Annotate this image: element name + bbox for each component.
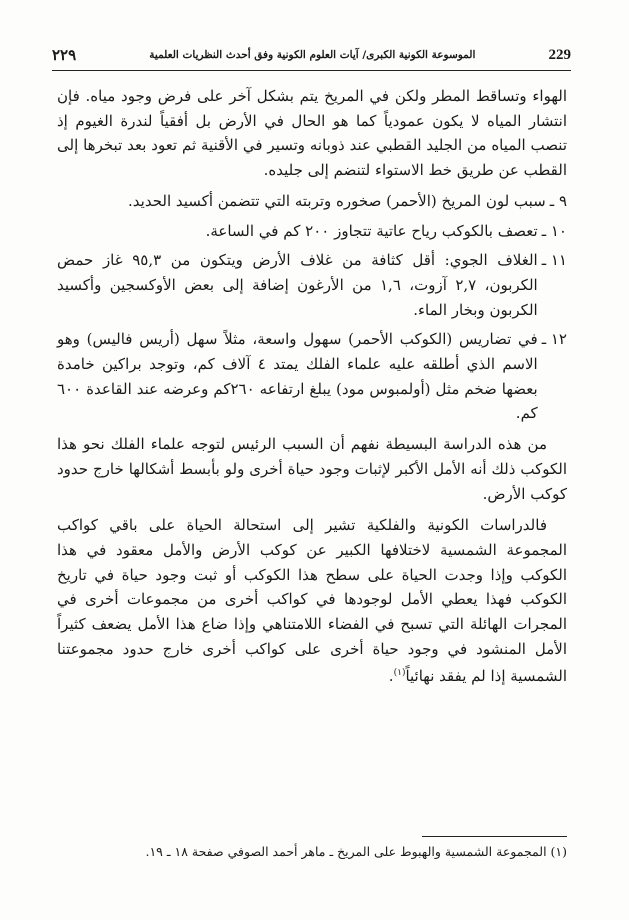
conclusion-paragraph: من هذه الدراسة البسيطة نفهم أن السبب الرئيس لتوجه علماء الفلك نحو هذا الكوكب ذلك أنه الأمل الأكبر لإثبات وجود حياة أخرى ولو بأبسط أشكالها خارج حدود كوكب الأرض. [57,435,567,503]
item-text: في تضاريس (الكوكب الأحمر) سهول واسعة، مثلاً سهل (أريس فاليس) وهو الاسم الذي أطلقه عليه علماء الفلك يمتد ٤ آلاف كم، وتوجد براكين خامدة بعضها ضخم مثل (أولمبوس مود) يبلغ ارتفاعه ٢٦٠كم وعرضه عند القاعدة ٦٠٠ كم. [57,330,538,423]
intro-paragraph: الهواء وتساقط المطر ولكن في المريخ يتم بشكل آخر على فرض وجود مياه. فإن انتشار المياه لا يكون عمودياً كما هو الحال في الأرض بل أفقياً لندرة الغيوم إذ تنصب المياه من الجليد القطبي عند ذوبانه وتسير في الأقنية ثم تعود بعد تبخرها إلى القطب عن طريق خط الاستواء لتنضم إلى جليده. [57,87,567,180]
running-title: الموسوعة الكونية الكبرى/ آيات العلوم الكونية وفق أحدث النظريات العلمية [149,49,476,61]
page-number-arabic: ٢٢٩ [52,46,77,64]
footnote: (١) المجموعة الشمسية والهبوط على المريخ ـ ماهر أحمد الصوفي صفحة ١٨ ـ ١٩. [145,844,567,859]
item-number: ١٠ ـ [541,221,567,240]
list-item-10 [57,219,567,244]
page-header [52,40,571,71]
closing-paragraph: فالدراسات الكونية والفلكية تشير إلى استحالة الحياة على باقي كواكب المجموعة الشمسية لاختلافها الكبير عن كوكب الأرض والأمل معقود في هذا الكوكب وإذا وجدت الحياة على سطح هذا الكوكب أو ثبت وجود حياة في تاريخ الكوكب فهذا يعطي الأمل لوجودها في كواكب أخرى من مجموعات أخرى في المجرات الهائلة التي تسبح في الفضاء اللامتناهي وإذا ضاع هذا الأمل يضعف كثيراً الأمل المنشود في وجود حياة أخرى على كواكب أخرى خارج حدود مجموعتنا الشمسية إذا لم يفقد نهائياً$^{(١)}$. [57,516,567,686]
list-item-12 [57,327,567,426]
item-number: ١١ ـ [541,251,567,270]
item-text: الغلاف الجوي: أقل كثافة من غلاف الأرض ويتكون من ٩٥,٣ غاز حمض الكربون، ٢,٧ آزوت، ١,٦ من الأرغون إضافة إلى بعض الأوكسجين وأكسيد الكربون وبخار الماء. [57,251,538,319]
list-item-11 [57,248,567,322]
page-number: 229 [548,46,571,63]
item-text: سبب لون المريخ (الأحمر) صخوره وتربته التي تتضمن أكسيد الحديد. [128,191,546,210]
closing-text: فالدراسات الكونية والفلكية تشير إلى استحالة الحياة على باقي كواكب المجموعة الشمسية لاختلافها الكبير عن كوكب الأرض والأمل معقود في هذا الكوكب وإذا وجدت الحياة على سطح هذا الكوكب أو ثبت وجود حياة في تاريخ الكوكب فهذا يعطي الأمل لوجودها في كواكب أخرى من مجموعات أخرى في المجرات الهائلة التي تسبح في الفضاء اللامتناهي وإذا ضاع هذا الأمل يضعف كثيراً الأمل المنشود في وجود حياة أخرى على كواكب أخرى خارج حدود مجموعتنا الشمسية إذا لم يفقد نهائياً [57,516,567,686]
list-item-9 [57,189,567,214]
footnote-divider [422,836,567,837]
body-text [57,84,567,689]
footnote-reference[interactable]: (١) [393,668,406,679]
item-number: ١٢ ـ [541,330,567,349]
item-text: تعصف بالكوكب رياح عاتية تتجاوز ٢٠٠ كم في الساعة. [205,221,538,240]
item-number: ٩ ـ [549,191,567,210]
